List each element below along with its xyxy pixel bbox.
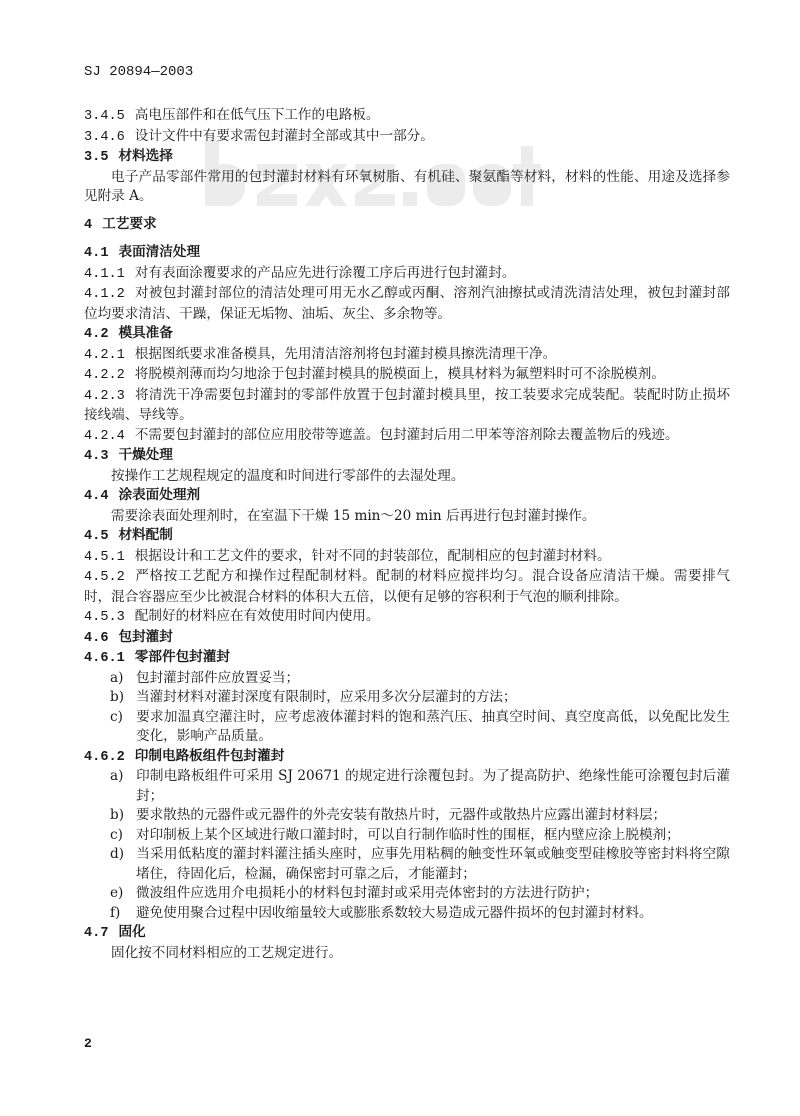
section-heading: 4.4 涂表面处理剂	[84, 487, 201, 504]
section-heading: 4.3 干燥处理	[84, 447, 173, 464]
section-heading: 4.7 固化	[84, 924, 146, 941]
clause: 4.5.1 根据设计和工艺文件的要求，针对不同的封装部位，配制相应的包封灌封材料。	[84, 547, 611, 565]
list-item: a) 印制电路板组件可采用 SJ 20671 的规定进行涂覆包封。为了提高防护、绝缘性能可涂覆包封后灌封；	[110, 768, 730, 804]
clause: 4.2.4 不需要包封灌封的部位应用胶带等遮盖。包封灌封后用二甲苯等溶剂除去覆盖物后的残迹。	[84, 426, 679, 444]
clause: 3.4.6 设计文件中有要求需包封灌封全部或其中一部分。	[84, 127, 434, 145]
document-header: SJ 20894—2003	[84, 64, 194, 80]
section-heading: 4.6 包封灌封	[84, 628, 173, 646]
clause: 4.2.1 根据图纸要求准备模具，先用清洁溶剂将包封灌封模具擦洗清理干净。	[84, 345, 557, 363]
clause: 4.2.2 将脱模剂薄而均匀地涂于包封灌封模具的脱模面上，模具材料为氟塑料时可不涂脱模剂。	[84, 366, 665, 383]
paragraph: 按操作工艺规程规定的温度和时间进行零部件的去湿处理。	[111, 467, 465, 484]
section-heading: 3.5 材料选择	[84, 148, 173, 165]
paragraph: 需要涂表面处理剂时，在室温下干燥 15 min～20 min 后再进行包封灌封操作。	[111, 507, 596, 524]
clause: 4.1.2 对被包封灌封部位的清洁处理可用无水乙醇或丙酮、溶剂汽油擦拭或清洗清洁处理，被包封灌封部位均要求清洁、干躁，保证无垢物、油垢、灰尘、多余物等。	[84, 285, 730, 322]
clause: 4.1.1 对有表面涂覆要求的产品应先进行涂覆工序后再进行包封灌封。	[84, 264, 516, 282]
list-item: a) 包封灌封部件应放置妥当；	[110, 669, 300, 686]
page-number: 2	[84, 1036, 92, 1051]
list-item: e) 微波组件应选用介电损耗小的材料包封灌封或采用壳体密封的方法进行防护；	[110, 885, 599, 901]
paragraph: 电子产品零部件常用的包封灌封材料有环氧树脂、有机硅、聚氨酯等材料，材料的性能、用途及选择参见附录 A。	[84, 168, 730, 204]
section-heading: 4.1 表面清洁处理	[84, 244, 201, 261]
clause: 4.5.2 严格按工艺配方和操作过程配制材料。配制的材料应搅拌均匀。混合设备应清洁干燥。需要排气时，混合容器应至少比被混合材料的体积大五倍，以便有足够的容积利于气泡的顺利排除。	[84, 568, 730, 605]
chapter-heading: 4 工艺要求	[84, 215, 157, 233]
list-item: d) 当采用低粘度的灌封料灌注插头座时，应事先用粘稠的触变性环氧或触变型硅橡胶等密封料将空隙堵住，待固化后，检漏，确保密封可靠之后，才能灌封；	[110, 846, 730, 882]
clause: 4.5.3 配制好的材料应在有效使用时间内使用。	[84, 608, 380, 625]
list-item: b) 当灌封材料对灌封深度有限制时，应采用多次分层灌封的方法；	[110, 689, 517, 705]
list-item: b) 要求散热的元器件或元器件的外壳安装有散热片时，元器件或散热片应露出灌封材料层；	[110, 807, 667, 823]
list-item: c) 对印制板上某个区域进行敞口灌封时，可以自行制作临时性的围框，框内壁应涂上脱模剂；	[110, 826, 680, 843]
list-item: f) 避免使用聚合过程中因收缩量较大或膨胀系数较大易造成元器件损坏的包封灌封材料。	[110, 904, 653, 921]
paragraph: 固化按不同材料相应的工艺规定进行。	[111, 944, 343, 961]
list-item: c) 要求加温真空灌注时，应考虑液体灌封料的饱和蒸汽压、抽真空时间、真空度高低，以免配比发生变化，影响产品质量。	[110, 708, 730, 744]
subsection-heading: 4.6.1 零部件包封灌封	[84, 649, 230, 666]
clause: 3.4.5 高电压部件和在低气压下工作的电路板。	[84, 107, 380, 124]
document-body	[84, 106, 730, 963]
section-heading: 4.2 模具准备	[84, 325, 173, 342]
section-heading: 4.5 材料配制	[84, 527, 173, 544]
clause: 4.2.3 将清洗干净需要包封灌封的零部件放置于包封灌封模具里，按工装要求完成装配。装配时防止损坏接线端、导线等。	[84, 386, 730, 423]
subsection-heading: 4.6.2 印制电路板组件包封灌封	[84, 747, 285, 765]
